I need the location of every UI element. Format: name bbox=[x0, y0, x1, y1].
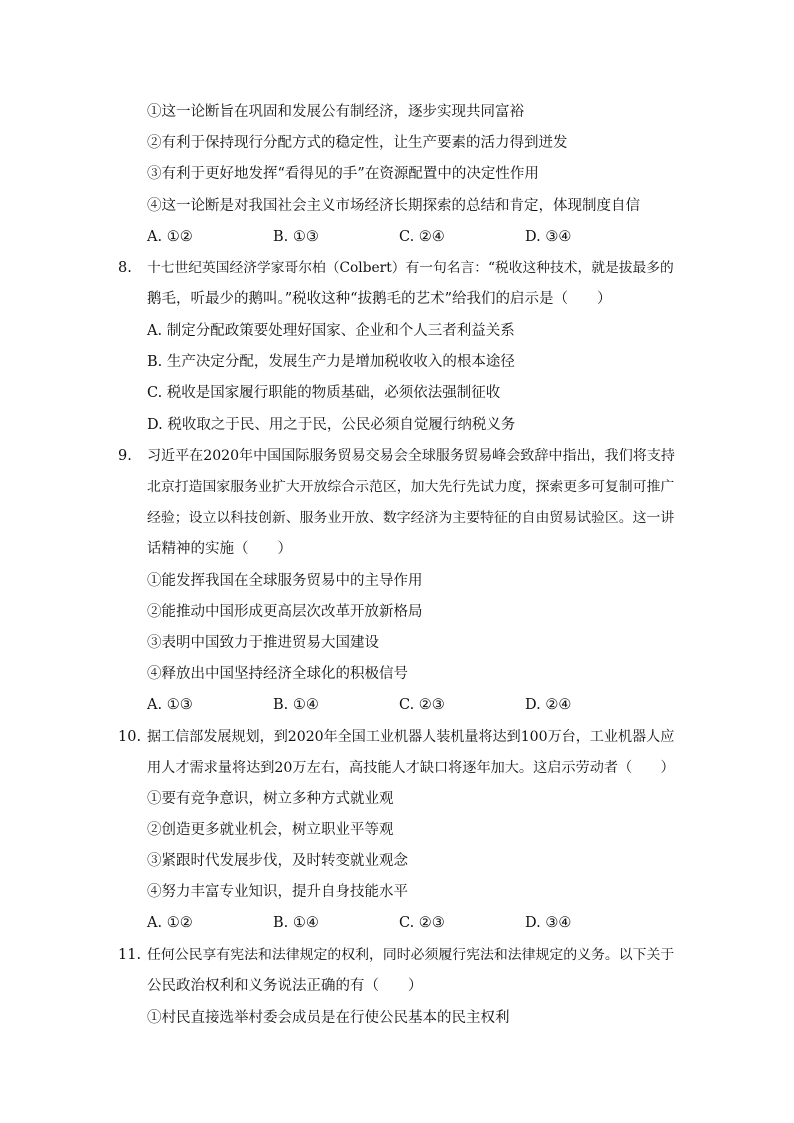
q9-item-1: ①能发挥我国在全球服务贸易中的主导作用 bbox=[147, 573, 423, 589]
q10-option-d: D. ③④ bbox=[525, 915, 572, 931]
q8-option-d: D. 税收取之于民、用之于民，公民必须自觉履行纳税义务 bbox=[147, 417, 516, 433]
q7-option-c: C. ②④ bbox=[399, 229, 445, 245]
q8-stem-line-2: 鹅毛，听最少的鹅叫。”税收这种“拔鹅毛的艺术”给我们的启示是（ ） bbox=[147, 291, 612, 307]
q11-stem-line-1: 任何公民享有宪法和法律规定的权利，同时必须履行宪法和法律规定的义务。以下关于 bbox=[147, 947, 675, 963]
q10-item-3: ③紧跟时代发展步伐，及时转变就业观念 bbox=[147, 853, 408, 869]
q9-option-a: A. ①③ bbox=[147, 697, 193, 713]
q10-option-c: C. ②③ bbox=[399, 915, 445, 931]
q7-option-a: A. ①② bbox=[147, 229, 193, 245]
q8-stem-text-1: 十七世纪英国经济学家哥尔柏（Colbert）有一句名言：“税收这种技术，就是拔最多的 bbox=[147, 260, 674, 276]
q9-item-2: ②能推动中国形成更高层次改革开放新格局 bbox=[147, 604, 423, 620]
q9-stem-line-1: 习近平在2020年中国国际服务贸易交易会全球服务贸易峰会致辞中指出，我们将支持 bbox=[147, 448, 675, 464]
q9-option-d: D. ②④ bbox=[525, 697, 572, 713]
q7-option-b: B. ①③ bbox=[273, 229, 319, 245]
q8-option-c: C. 税收是国家履行职能的物质基础，必须依法强制征收 bbox=[147, 385, 501, 401]
q10-item-1: ①要有竞争意识，树立多种方式就业观 bbox=[147, 791, 394, 807]
q9-item-3: ③表明中国致力于推进贸易大国建设 bbox=[147, 635, 379, 651]
q8-number: 8. bbox=[118, 260, 132, 276]
q9-stem-line-2: 北京打造国家服务业扩大开放综合示范区，加大先行先试力度，探索更多可复制可推广 bbox=[147, 479, 675, 495]
q7-item-3: ③有利于更好地发挥“看得见的手”在资源配置中的决定性作用 bbox=[147, 166, 539, 182]
q10-item-2: ②创造更多就业机会，树立职业平等观 bbox=[147, 822, 394, 838]
q7-option-d: D. ③④ bbox=[525, 229, 572, 245]
q7-item-4: ④这一论断是对我国社会主义市场经济长期探索的总结和肯定，体现制度自信 bbox=[147, 198, 640, 214]
q11-stem-line-2: 公民政治权利和义务说法正确的有（ ） bbox=[147, 978, 423, 994]
q8-stem-line-1 bbox=[147, 258, 675, 278]
q9-number: 9. bbox=[118, 448, 132, 464]
q9-stem-line-4: 话精神的实施（ ） bbox=[147, 541, 292, 557]
q11-item-1: ①村民直接选举村委会成员是在行使公民基本的民主权利 bbox=[147, 1010, 510, 1026]
q10-stem-line-2: 用人才需求量将达到20万左右，高技能人才缺口将逐年加大。这启示劳动者（ ） bbox=[147, 760, 675, 776]
q7-item-1: ①这一论断旨在巩固和发展公有制经济，逐步实现共同富裕 bbox=[147, 104, 524, 120]
q10-option-b: B. ①④ bbox=[273, 915, 319, 931]
q7-item-2: ②有利于保持现行分配方式的稳定性，让生产要素的活力得到迸发 bbox=[147, 135, 568, 151]
q9-stem-line-3: 经验；设立以科技创新、服务业开放、数字经济为主要特征的自由贸易试验区。这一讲 bbox=[147, 510, 675, 526]
q8-option-a: A. 制定分配政策要处理好国家、企业和个人三者利益关系 bbox=[147, 323, 515, 339]
q11-number: 11. bbox=[118, 947, 142, 963]
q10-stem-line-1: 据工信部发展规划，到2020年全国工业机器人装机量将达到100万台，工业机器人应 bbox=[147, 729, 675, 745]
q10-number: 10. bbox=[118, 729, 142, 745]
q9-option-b: B. ①④ bbox=[273, 697, 319, 713]
q10-item-4: ④努力丰富专业知识，提升自身技能水平 bbox=[147, 884, 408, 900]
q8-option-b: B. 生产决定分配，发展生产力是增加税收收入的根本途径 bbox=[147, 354, 515, 370]
q9-option-c: C. ②③ bbox=[399, 697, 445, 713]
q10-option-a: A. ①② bbox=[147, 915, 193, 931]
q9-item-4: ④释放出中国坚持经济全球化的积极信号 bbox=[147, 666, 408, 682]
